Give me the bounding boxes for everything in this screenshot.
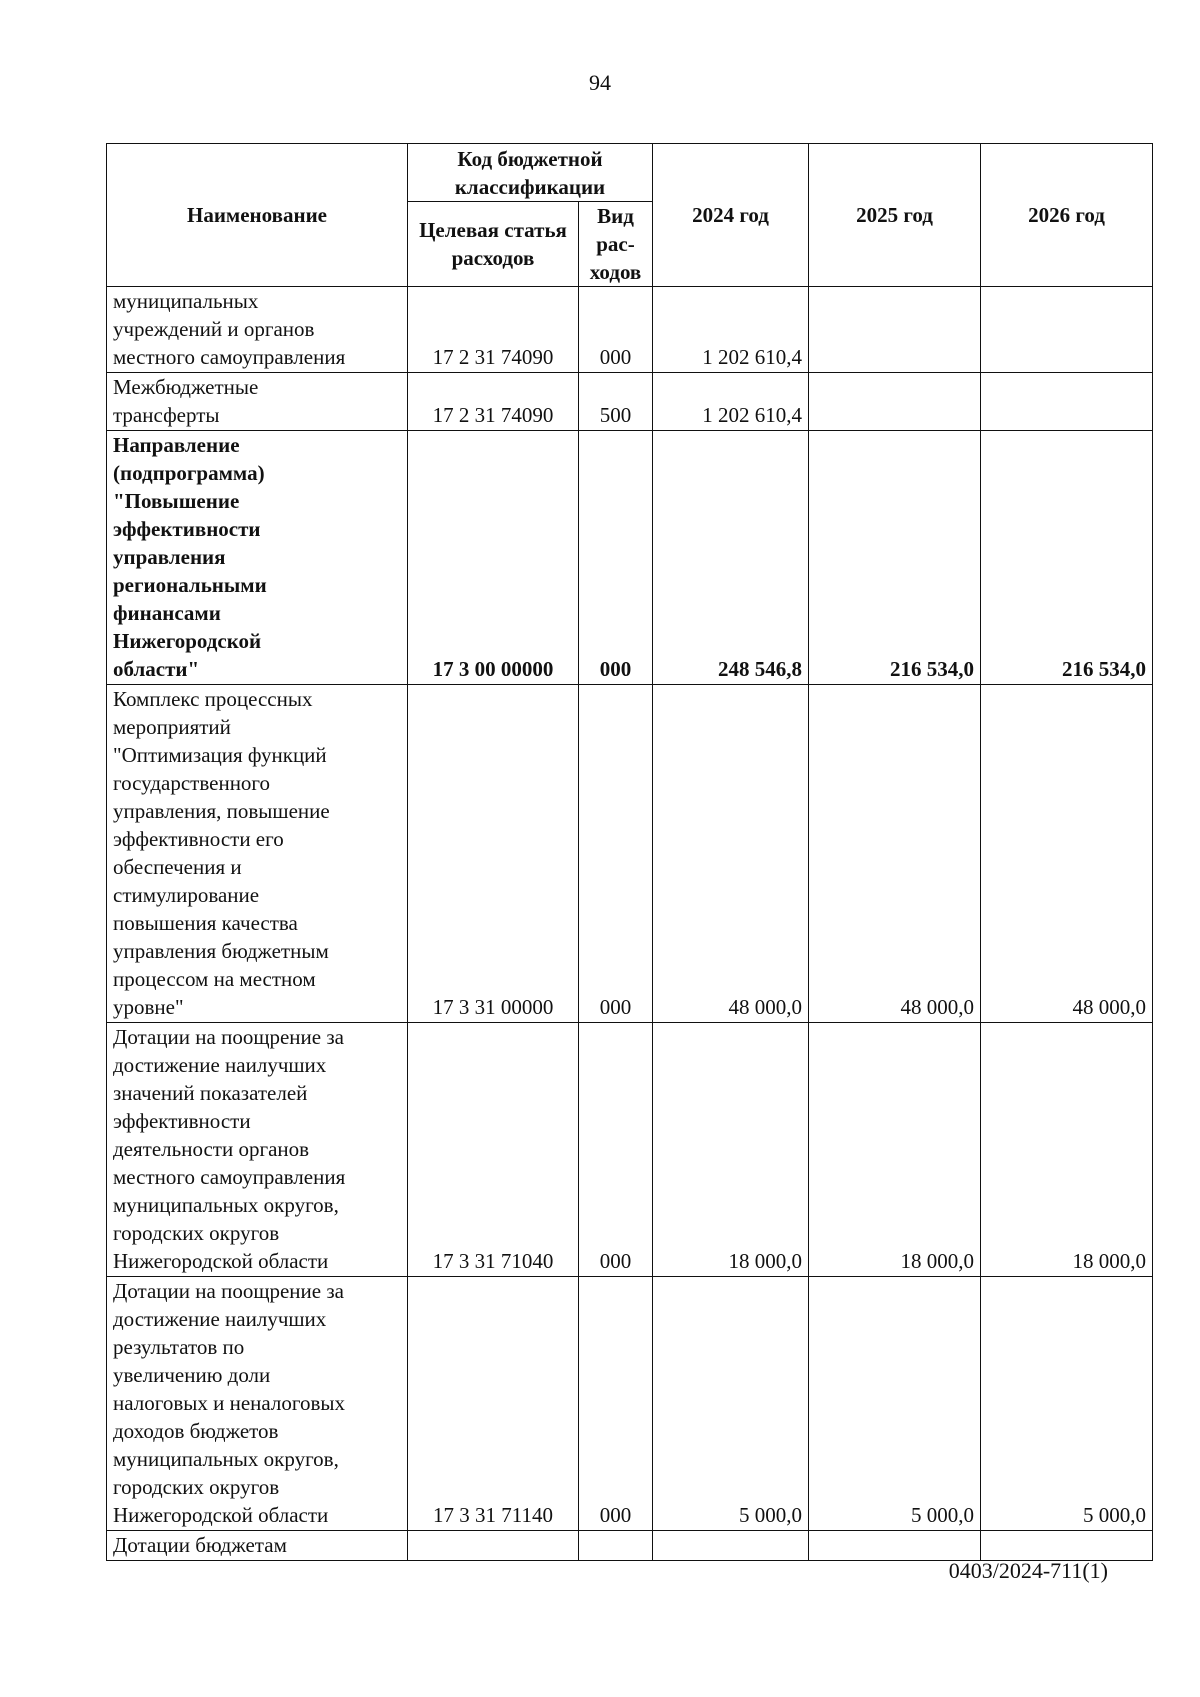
table-row: [107, 431, 1153, 685]
row-value-2026: [981, 287, 1153, 373]
row-value-2026: [981, 1531, 1153, 1561]
row-value-2026: 18 000,0: [981, 1023, 1153, 1277]
table-row: [107, 1023, 1153, 1277]
row-value-2024: [653, 1531, 809, 1561]
table-header: [107, 144, 1153, 287]
header-year-2026: 2026 год: [981, 144, 1153, 287]
row-value-2025: 18 000,0: [809, 1023, 981, 1277]
table-row: [107, 1277, 1153, 1531]
header-expense-kind: Вид рас-ходов: [579, 202, 653, 287]
row-value-2024: 1 202 610,4: [653, 287, 809, 373]
row-value-2026: 216 534,0: [981, 431, 1153, 685]
table-row: [107, 373, 1153, 431]
row-name: Направление (подпрограмма) "Повышение эффективности управления региональными финансами Нижегородской области": [107, 431, 408, 685]
row-name: муниципальных учреждений и органов местного самоуправления: [107, 287, 408, 373]
row-value-2026: 48 000,0: [981, 685, 1153, 1023]
header-year-2025: 2025 год: [809, 144, 981, 287]
row-target-article: 17 3 31 71140: [408, 1277, 579, 1531]
row-value-2025: [809, 287, 981, 373]
row-expense-kind: 500: [579, 373, 653, 431]
row-value-2025: 216 534,0: [809, 431, 981, 685]
row-expense-kind: 000: [579, 1023, 653, 1277]
row-target-article: 17 3 00 00000: [408, 431, 579, 685]
document-code: 0403/2024-711(1): [948, 1558, 1108, 1583]
row-target-article: 17 2 31 74090: [408, 373, 579, 431]
header-target-article: Целевая статья расходов: [408, 202, 579, 287]
row-name: Межбюджетные трансферты: [107, 373, 408, 431]
row-target-article: [408, 1531, 579, 1561]
row-value-2026: [981, 373, 1153, 431]
row-value-2024: 1 202 610,4: [653, 373, 809, 431]
row-expense-kind: 000: [579, 287, 653, 373]
row-expense-kind: [579, 1531, 653, 1561]
row-value-2025: [809, 1531, 981, 1561]
table-row: [107, 1531, 1153, 1561]
row-value-2024: 248 546,8: [653, 431, 809, 685]
row-value-2025: 48 000,0: [809, 685, 981, 1023]
row-target-article: 17 2 31 74090: [408, 287, 579, 373]
row-name: Комплекс процессных мероприятий "Оптимизация функций государственного управления, повышение эффективности его обеспечения и стимулирование повышения качества управления бюджетным процессом на местном уровне": [107, 685, 408, 1023]
row-name: Дотации на поощрение за достижение наилучших результатов по увеличению доли налоговых и неналоговых доходов бюджетов муниципальных округов, городских округов Нижегородской области: [107, 1277, 408, 1531]
header-name: Наименование: [107, 144, 408, 287]
row-expense-kind: 000: [579, 431, 653, 685]
row-name: Дотации бюджетам: [107, 1531, 408, 1561]
header-year-2024: 2024 год: [653, 144, 809, 287]
row-target-article: 17 3 31 71040: [408, 1023, 579, 1277]
table-row: [107, 685, 1153, 1023]
table-body: [107, 287, 1153, 1561]
header-code-group: Код бюджетной классификации: [408, 144, 653, 202]
row-expense-kind: 000: [579, 1277, 653, 1531]
row-expense-kind: 000: [579, 685, 653, 1023]
row-value-2025: 5 000,0: [809, 1277, 981, 1531]
row-value-2026: 5 000,0: [981, 1277, 1153, 1531]
row-name: Дотации на поощрение за достижение наилучших значений показателей эффективности деятельности органов местного самоуправления муниципальных округов, городских округов Нижегородской области: [107, 1023, 408, 1277]
row-value-2024: 18 000,0: [653, 1023, 809, 1277]
table-row: [107, 287, 1153, 373]
budget-table: [106, 143, 1153, 1561]
row-value-2025: [809, 373, 981, 431]
row-target-article: 17 3 31 00000: [408, 685, 579, 1023]
row-value-2024: 48 000,0: [653, 685, 809, 1023]
row-value-2024: 5 000,0: [653, 1277, 809, 1531]
page-number: 94: [589, 70, 611, 95]
